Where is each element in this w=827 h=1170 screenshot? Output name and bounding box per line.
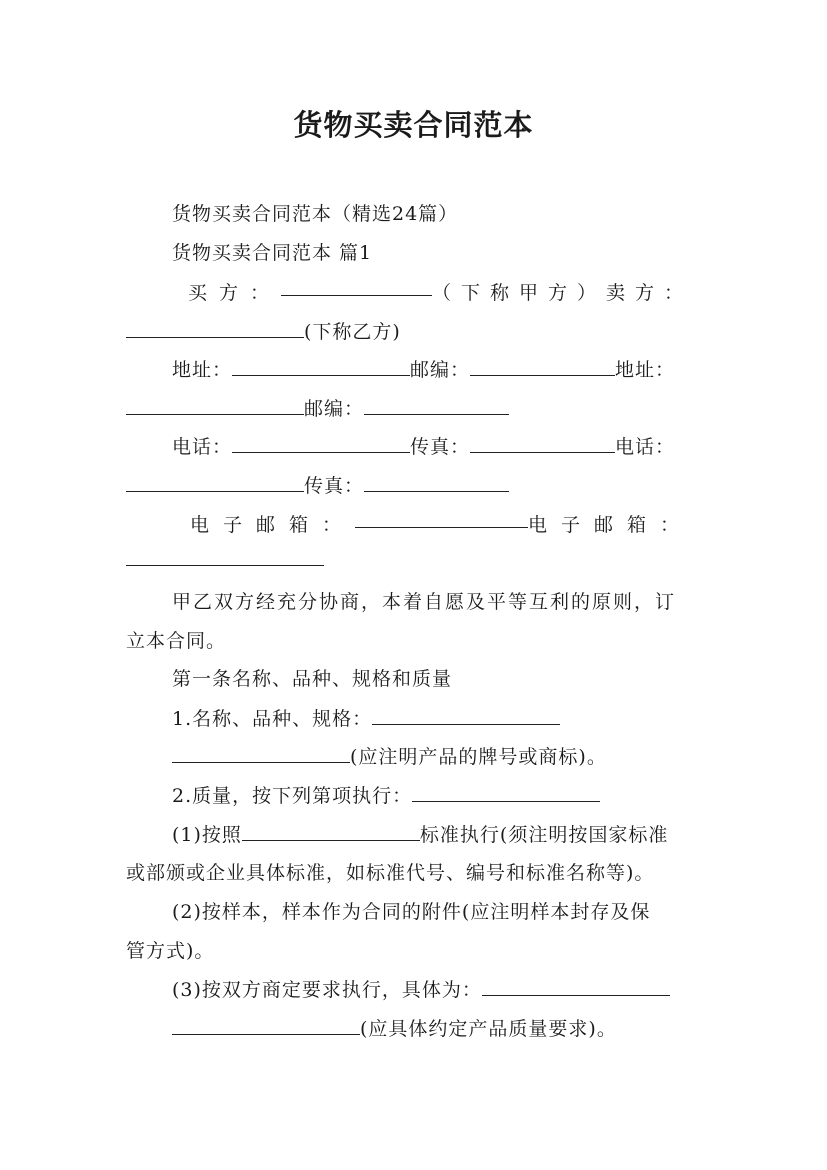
standard-line-cont: 或部颁或企业具体标准，如标准代号、编号和标准名称等)。 [126, 862, 655, 884]
standard-line [172, 820, 668, 847]
phone-label-2: 电话： [615, 436, 676, 458]
postcode-label-2: 邮编： [304, 398, 365, 420]
email-label: 电子邮箱： [190, 514, 356, 536]
email-line-cont [126, 548, 324, 571]
quality-blank [412, 784, 600, 802]
seller-line-cont [126, 317, 401, 344]
item-name-line [172, 704, 560, 731]
postcode-blank-2 [364, 397, 509, 415]
phone-blank [232, 435, 410, 453]
standard-prefix: (1)按照 [172, 824, 242, 846]
fax-blank-2 [364, 474, 509, 492]
sample-line-cont: 管方式)。 [126, 940, 215, 962]
agreed-requirement-line [172, 975, 670, 1002]
brand-note: (应注明产品的牌号或商标)。 [350, 746, 607, 768]
agreement-paragraph-line1: 甲乙双方经充分协商，本着自愿及平等互利的原则，订 [172, 591, 677, 613]
item-name-label: 1.名称、品种、规格： [172, 708, 373, 730]
quality-line [172, 781, 600, 808]
agreed-requirement-blank-2 [172, 1017, 360, 1035]
email-line [190, 510, 693, 537]
fax-label-2: 传真： [304, 475, 365, 497]
agreed-requirement-line-cont [172, 1014, 617, 1041]
address-blank [232, 358, 410, 376]
email-blank-2 [126, 548, 324, 566]
standard-blank [242, 823, 420, 841]
phone-line-cont [126, 471, 509, 498]
address-line-cont [126, 394, 509, 421]
article-one-heading: 第一条名称、品种、规格和质量 [172, 668, 453, 690]
phone-label: 电话： [172, 436, 233, 458]
agreement-paragraph-line2: 立本合同。 [126, 630, 227, 652]
email-blank [355, 510, 528, 528]
agreed-requirement-label: (3)按双方商定要求执行，具体为： [172, 979, 482, 1001]
postcode-blank [470, 358, 615, 376]
phone-line [172, 432, 675, 459]
quality-requirement-note: (应具体约定产品质量要求)。 [360, 1018, 617, 1040]
buyer-blank [281, 278, 432, 296]
phone-blank-2 [126, 474, 304, 492]
address-line [172, 355, 675, 382]
seller-suffix: (下称乙方) [304, 321, 401, 343]
document-title: 货物买卖合同范本 [293, 108, 534, 142]
postcode-label: 邮编： [410, 359, 471, 381]
quality-label: 2.质量，按下列第项执行： [172, 785, 413, 807]
email-label-2: 电子邮箱： [527, 514, 693, 536]
address-blank-2 [126, 397, 304, 415]
standard-suffix: 标准执行(须注明按国家标准 [419, 824, 669, 846]
address-label: 地址： [172, 359, 233, 381]
item-name-blank-2 [172, 745, 350, 763]
subtitle: 货物买卖合同范本（精选24篇） [172, 203, 459, 225]
section-heading: 货物买卖合同范本 篇1 [172, 242, 373, 264]
agreed-requirement-blank [482, 978, 670, 996]
seller-label: （下称甲方）卖方： [431, 282, 693, 304]
buyer-label: 买方： [188, 282, 282, 304]
buyer-seller-line [188, 278, 693, 305]
address-label-2: 地址： [615, 359, 676, 381]
fax-label: 传真： [410, 436, 471, 458]
item-name-blank [372, 707, 560, 725]
fax-blank [470, 435, 615, 453]
item-name-line-cont [172, 742, 607, 769]
seller-blank [126, 320, 304, 338]
sample-line: (2)按样本，样本作为合同的附件(应注明样本封存及保 [172, 901, 651, 923]
